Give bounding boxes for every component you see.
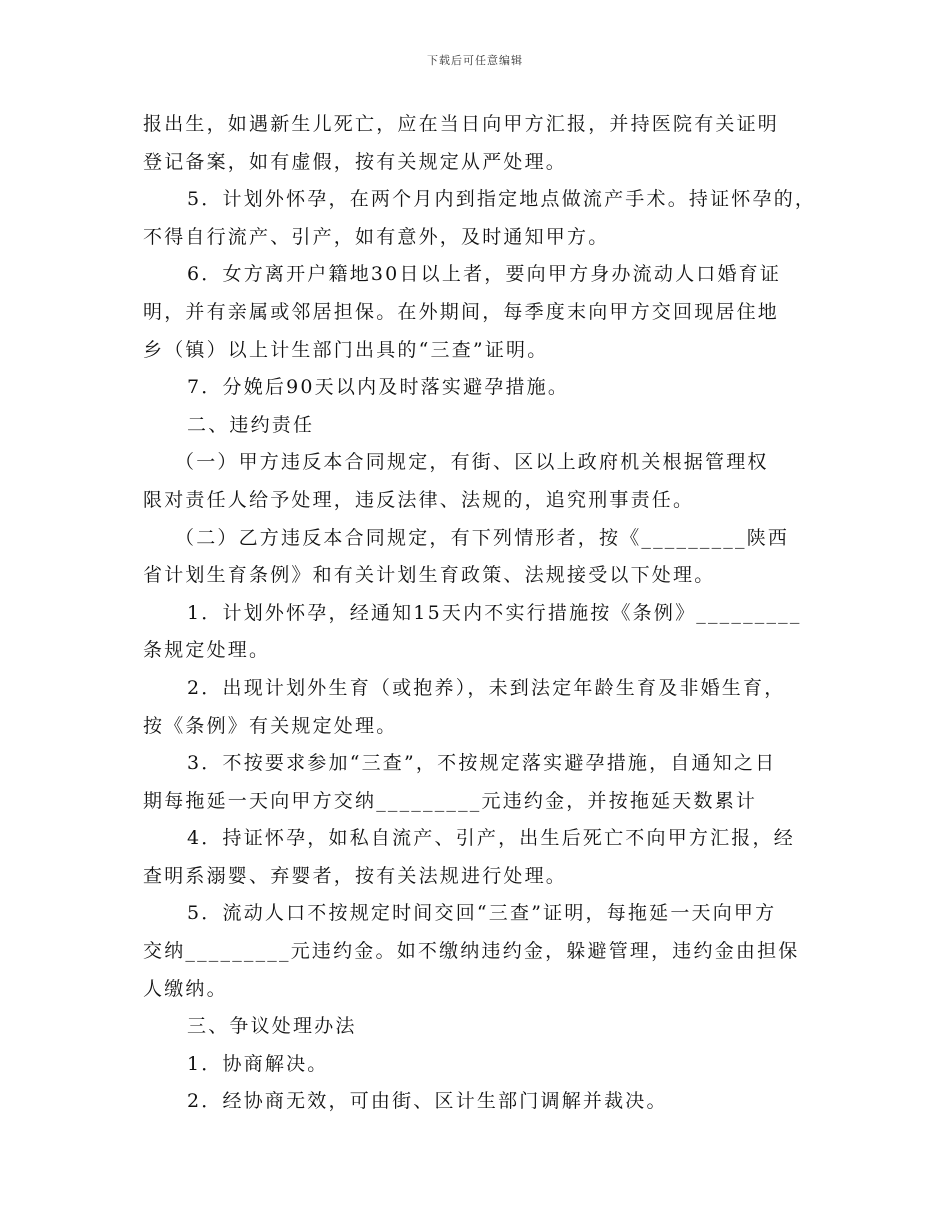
text-line: （一）甲方违反本合同规定，有街、区以上政府机关根据管理权 <box>175 451 769 474</box>
text-line: 查明系溺婴、弃婴者，按有关法规进行处理。 <box>143 864 568 887</box>
text-line: 条规定处理。 <box>143 639 271 662</box>
text-line: （二）乙方违反本合同规定，有下列情形者，按《_________陕西 <box>175 526 790 549</box>
text-line: 1．协商解决。 <box>187 1052 329 1075</box>
text-line: 1．计划外怀孕，经通知15天内不实行措施按《条例》_________ <box>187 601 802 624</box>
text-line: 乡（镇）以上计生部门出具的“三查”证明。 <box>143 338 549 361</box>
document-body <box>143 106 815 1121</box>
text-line: 登记备案，如有虚假，按有关规定从严处理。 <box>143 150 568 173</box>
text-line: 2．经协商无效，可由街、区计生部门调解并裁决。 <box>187 1090 668 1113</box>
text-line: 不得自行流产、引产，如有意外，及时通知甲方。 <box>143 225 610 248</box>
text-line: 5．流动人口不按规定时间交回“三查”证明，每拖延一天向甲方 <box>187 902 777 925</box>
text-line: 交纳_________元违约金。如不缴纳违约金，躲避管理，违约金由担保 <box>143 940 800 963</box>
text-line: 期每拖延一天向甲方交纳_________元违约金，并按拖延天数累计 <box>143 789 758 812</box>
text-line: 人缴纳。 <box>143 977 228 1000</box>
text-line: 按《条例》有关规定处理。 <box>143 714 398 737</box>
page-header-note: 下载后可任意编辑 <box>427 54 523 67</box>
text-line: 限对责任人给予处理，违反法律、法规的，追究刑事责任。 <box>143 488 695 511</box>
text-line: 7．分娩后90天以内及时落实避孕措施。 <box>187 376 570 399</box>
text-line: 3．不按要求参加“三查”，不按规定落实避孕措施，自通知之日 <box>187 752 777 775</box>
text-line: 5．计划外怀孕，在两个月内到指定地点做流产手术。持证怀孕的， <box>187 188 817 211</box>
text-line: 报出生，如遇新生儿死亡，应在当日向甲方汇报，并持医院有关证明 <box>143 113 780 135</box>
text-line: 2．出现计划外生育（或抱养），未到法定年龄生育及非婚生育， <box>187 676 786 699</box>
section-heading: 三、争议处理办法 <box>187 1015 357 1038</box>
section-heading: 二、违约责任 <box>187 413 315 436</box>
text-line: 明，并有亲属或邻居担保。在外期间，每季度末向甲方交回现居住地 <box>143 300 780 323</box>
text-line: 省计划生育条例》和有关计划生育政策、法规接受以下处理。 <box>143 564 716 587</box>
text-line: 6．女方离开户籍地30日以上者，要向甲方身办流动人口婚育证 <box>187 263 782 286</box>
text-line: 4．持证怀孕，如私自流产、引产，出生后死亡不向甲方汇报，经 <box>187 827 795 850</box>
